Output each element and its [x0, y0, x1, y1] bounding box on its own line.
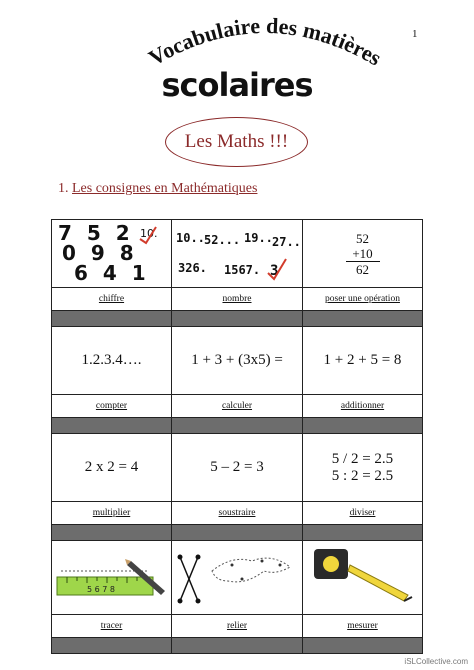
label-soustraire: soustraire [172, 502, 303, 525]
label-relier: relier [172, 615, 303, 638]
separator-row [52, 525, 423, 541]
mesurer-illustration [303, 541, 423, 615]
ruler-pencil-icon [53, 541, 171, 609]
soustraire-example: 5 – 2 = 3 [172, 434, 303, 502]
digits-line: 7 5 2 [58, 220, 134, 245]
numbers-cell [172, 220, 303, 288]
red-cross-icon [266, 257, 288, 281]
vocabulary-table [51, 219, 423, 654]
label-diviser: diviser [303, 502, 423, 525]
label-mesurer: mesurer [303, 615, 423, 638]
number-item: 52... [204, 232, 241, 247]
number-item: 326. [178, 260, 207, 275]
digits-line: 6 4 1 [74, 260, 150, 285]
ruler-digits: 5 6 7 8 [86, 585, 115, 594]
label-multiplier: multiplier [52, 502, 172, 525]
separator-row [52, 418, 423, 434]
table-row [52, 541, 423, 615]
addition-cell [303, 220, 423, 288]
tape-measure-icon [304, 541, 422, 609]
page-title [130, 4, 400, 74]
division-line: 5 / 2 = 2.5 [331, 450, 394, 467]
label-tracer: tracer [52, 615, 172, 638]
section-title: Les consignes en Mathématiques [72, 181, 258, 196]
table-row [52, 327, 423, 395]
relier-illustration [172, 541, 303, 615]
table-row [52, 502, 423, 525]
table-row [52, 288, 423, 311]
number-item: 1567. [224, 262, 261, 277]
label-poser-operation: poser une opération [303, 288, 423, 311]
compter-example: 1.2.3.4…. [52, 327, 172, 395]
diviser-example [303, 434, 423, 502]
additionner-example: 1 + 2 + 5 = 8 [303, 327, 423, 395]
tracer-illustration [52, 541, 172, 615]
table-row [52, 615, 423, 638]
multiplier-example: 2 x 2 = 4 [52, 434, 172, 502]
red-cross-icon [138, 225, 158, 245]
separator-row [52, 638, 423, 654]
digits-cell [52, 220, 172, 288]
title-text: Vocabulaire des matières [144, 12, 386, 71]
subtitle: scolaires [161, 66, 313, 104]
addition-middle: +10 [352, 245, 373, 261]
table-row [52, 395, 423, 418]
label-calculer: calculer [172, 395, 303, 418]
label-compter: compter [52, 395, 172, 418]
connect-dots-icon [172, 541, 302, 609]
calculer-example: 1 + 3 + (3x5) = [172, 327, 303, 395]
separator-row [52, 311, 423, 327]
label-additionner: additionner [303, 395, 423, 418]
number-item: 27.. [272, 234, 301, 249]
label-nombre: nombre [172, 288, 303, 311]
topic-oval [165, 117, 308, 167]
svg-text:Vocabulaire des matières [144, 13, 386, 71]
label-chiffre: chiffre [52, 288, 172, 311]
number-item: 10.. [176, 230, 205, 245]
footer-watermark: iSLCollective.com [404, 657, 468, 666]
table-row [52, 434, 423, 502]
topic-label: Les Maths !!! [184, 131, 289, 152]
section-heading [58, 181, 257, 197]
page-number: 1 [412, 28, 418, 40]
number-item: 3 [270, 262, 279, 279]
digits-line: 0 9 8 [62, 240, 138, 265]
section-number: 1. [58, 181, 69, 196]
addition-top: 52 [356, 230, 369, 246]
addition-result: 62 [346, 261, 380, 277]
table-row [52, 220, 423, 288]
division-line: 5 : 2 = 2.5 [331, 467, 394, 484]
crossed-number: 10. [140, 226, 158, 240]
number-item: 19.. [244, 230, 273, 245]
